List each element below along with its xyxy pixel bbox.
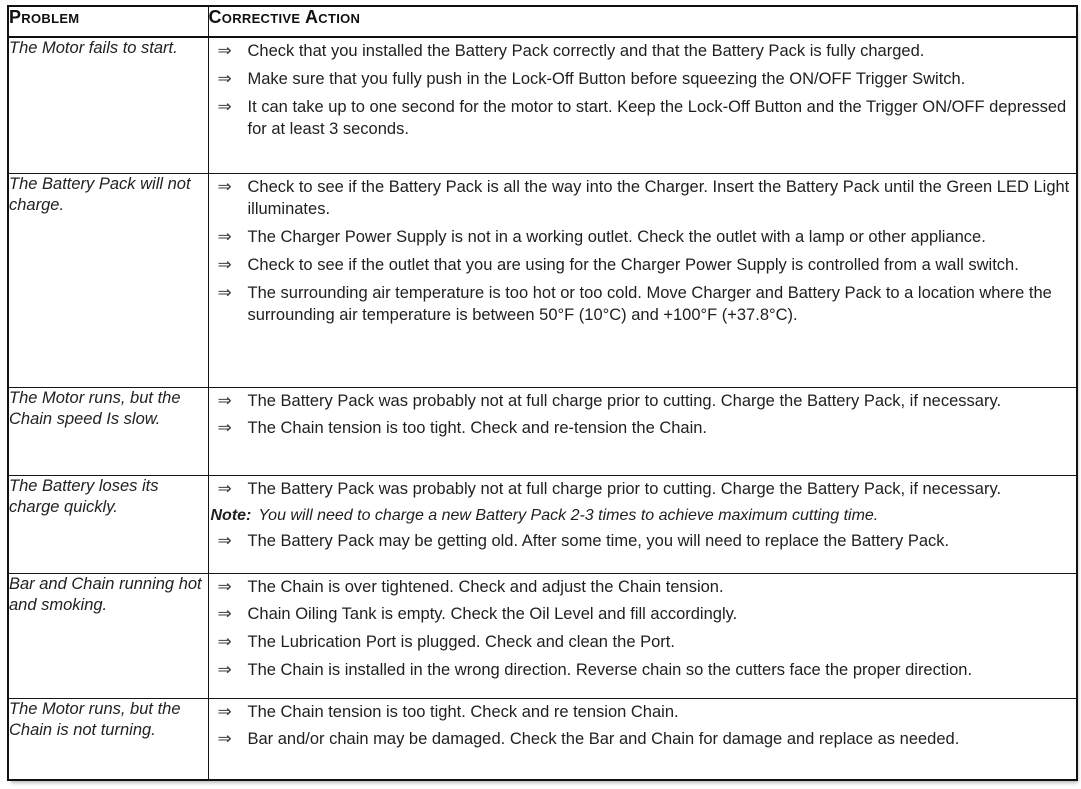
double-arrow-icon: ⇒ [217, 282, 232, 302]
action-text: The Charger Power Supply is not in a working outlet. Check the outlet with a lamp or other appliance. [247, 228, 986, 247]
problem-text: The Motor runs, but the Chain is not turning. [9, 699, 181, 740]
double-arrow-icon: ⇒ [217, 390, 232, 410]
double-arrow-icon: ⇒ [217, 729, 232, 749]
table-header-row [8, 6, 1077, 37]
problem-text: The Motor fails to start. [9, 39, 178, 57]
action-text: Chain Oiling Tank is empty. Check the Oil Level and fill accordingly. [247, 605, 738, 624]
double-arrow-icon: ⇒ [217, 701, 232, 721]
action-text: Make sure that you fully push in the Lock-Off Button before squeezing the ON/OFF Trigger Switch. [247, 69, 966, 88]
action-text: It can take up to one second for the motor to start. Keep the Lock-Off Button and the Trigger ON/OFF depressed for at least 3 seconds. [247, 97, 1067, 139]
corrective-action-header: Corrective Action [208, 6, 1077, 37]
table-row [8, 37, 1077, 173]
double-arrow-icon: ⇒ [217, 176, 232, 196]
note-line [211, 505, 1077, 527]
corrective-action-item [209, 701, 1077, 724]
table-row [8, 387, 1077, 475]
problem-text: The Motor runs, but the Chain speed Is slow. [9, 388, 181, 429]
corrective-action-item [209, 282, 1077, 328]
corrective-action-item [209, 68, 1077, 91]
corrective-action-item [209, 576, 1077, 599]
corrective-action-item [209, 530, 1077, 553]
double-arrow-icon: ⇒ [217, 576, 232, 596]
problem-text: The Battery loses its charge quickly. [9, 476, 159, 517]
table-row [8, 698, 1077, 780]
action-text: Check that you installed the Battery Pack correctly and that the Battery Pack is fully charged. [247, 42, 925, 60]
double-arrow-icon: ⇒ [217, 41, 232, 60]
actions-cell [208, 698, 1077, 780]
problem-cell [8, 475, 208, 573]
double-arrow-icon: ⇒ [217, 659, 232, 679]
table-row [8, 475, 1077, 573]
action-text: The Battery Pack was probably not at full charge prior to cutting. Charge the Battery Pack, if necessary. [247, 391, 1002, 410]
problem-cell [8, 698, 208, 780]
actions-cell [208, 573, 1077, 698]
corrective-action-item [209, 176, 1077, 222]
double-arrow-icon: ⇒ [217, 604, 232, 624]
corrective-action-item [209, 390, 1077, 413]
corrective-action-item [209, 631, 1077, 654]
actions-cell [208, 37, 1077, 173]
corrective-action-item [209, 728, 1077, 751]
actions-cell [208, 475, 1077, 573]
action-text: The surrounding air temperature is too hot or too cold. Move Charger and Battery Pack to a location where the surrounding air temperature is between 50°F (10°C) and +100°F (+37.8°C). [247, 283, 1052, 325]
action-text: The Chain is over tightened. Check and adjust the Chain tension. [247, 577, 724, 596]
problem-cell [8, 387, 208, 475]
action-text: The Chain is installed in the wrong direction. Reverse chain so the cutters face the proper direction. [247, 660, 973, 679]
double-arrow-icon: ⇒ [217, 530, 232, 550]
problem-text: The Battery Pack will not charge. [9, 174, 191, 215]
double-arrow-icon: ⇒ [217, 478, 232, 498]
corrective-action-item [209, 603, 1077, 626]
problem-cell [8, 37, 208, 173]
problem-cell [8, 573, 208, 698]
double-arrow-icon: ⇒ [217, 68, 232, 88]
action-text: Check to see if the outlet that you are using for the Charger Power Supply is controlled from a wall switch. [247, 255, 1019, 274]
double-arrow-icon: ⇒ [217, 418, 232, 438]
corrective-action-item [209, 254, 1077, 277]
corrective-action-item [209, 478, 1077, 501]
corrective-action-item [209, 226, 1077, 249]
corrective-action-item [209, 40, 1077, 63]
corrective-action-item [209, 96, 1077, 142]
double-arrow-icon: ⇒ [217, 227, 232, 247]
note-text: You will need to charge a new Battery Pack 2-3 times to achieve maximum cutting time. [258, 507, 879, 525]
note-label: Note: [210, 507, 252, 525]
action-text: The Battery Pack may be getting old. After some time, you will need to replace the Battery Pack. [247, 531, 950, 550]
troubleshooting-table [7, 5, 1078, 781]
table-body [8, 37, 1077, 780]
action-text: Bar and/or chain may be damaged. Check the Bar and Chain for damage and replace as needed. [247, 730, 960, 749]
action-text: The Chain tension is too tight. Check and re-tension the Chain. [247, 419, 708, 438]
actions-cell [208, 387, 1077, 475]
action-text: The Lubrication Port is plugged. Check and clean the Port. [247, 633, 675, 652]
table-row [8, 573, 1077, 698]
table-row [8, 173, 1077, 387]
double-arrow-icon: ⇒ [217, 254, 232, 274]
corrective-action-item [209, 417, 1077, 440]
problem-header: Problem [8, 6, 208, 37]
double-arrow-icon: ⇒ [217, 632, 232, 652]
action-text: Check to see if the Battery Pack is all the way into the Charger. Insert the Battery Pack until the Green LED Light illuminates. [247, 177, 1070, 219]
action-text: The Battery Pack was probably not at full charge prior to cutting. Charge the Battery Pack, if necessary. [247, 479, 1002, 498]
action-text: The Chain tension is too tight. Check and re tension Chain. [247, 702, 679, 721]
problem-cell [8, 173, 208, 387]
problem-text: Bar and Chain running hot and smoking. [9, 574, 202, 615]
corrective-action-item [209, 659, 1077, 682]
double-arrow-icon: ⇒ [217, 96, 232, 116]
actions-cell [208, 173, 1077, 387]
